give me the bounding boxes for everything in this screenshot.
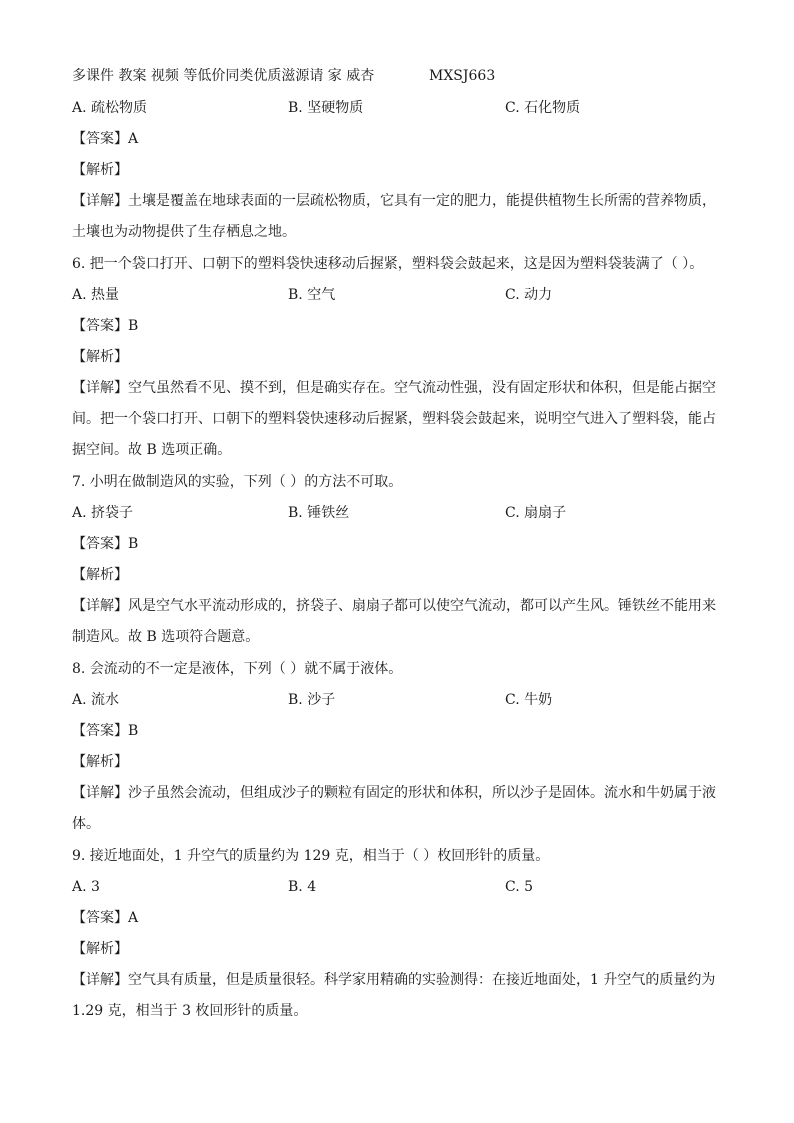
- header-left-text: 多课件 教案 视频 等低价同类优质滋源请 家 威杏: [72, 68, 375, 84]
- q6-detail-line: 据空间。故 B 选项正确。: [72, 442, 232, 458]
- q7-analysis-label: 【解析】: [72, 567, 128, 583]
- q6-option-b: B. 空气: [288, 287, 336, 303]
- header-code: MXSJ663: [429, 68, 496, 84]
- q7-detail-line: 【详解】风是空气水平流动形成的，挤袋子、扇扇子都可以使空气流动，都可以产生风。锤铁丝不能用来: [72, 598, 716, 614]
- q9-detail: [72, 965, 722, 1027]
- q8-option-a: A. 流水: [72, 692, 120, 708]
- q6-option-c: C. 动力: [505, 287, 553, 303]
- q9-detail-line: 1.29 克，相当于 3 枚回形针的质量。: [72, 1003, 308, 1019]
- q8-option-b: B. 沙子: [288, 692, 336, 708]
- q6-detail: [72, 373, 722, 466]
- q8-detail-line: 【详解】沙子虽然会流动，但组成沙子的颗粒有固定的形状和体积，所以沙子是固体。流水和牛奶属于液: [72, 785, 716, 801]
- q7-detail: [72, 591, 722, 653]
- q9-option-a: A. 3: [72, 879, 100, 895]
- q7-question: 7. 小明在做制造风的实验，下列（ ）的方法不可取。: [72, 474, 403, 490]
- q9-analysis-label: 【解析】: [72, 941, 128, 957]
- q8-question: 8. 会流动的不一定是液体，下列（ ）就不属于液体。: [72, 661, 403, 677]
- q9-detail-line: 【详解】空气具有质量，但是质量很轻。科学家用精确的实验测得：在接近地面处，1 升空气的质量约为: [72, 972, 716, 988]
- q8-option-c: C. 牛奶: [505, 692, 553, 708]
- q6-question: 6. 把一个袋口打开、口朝下的塑料袋快速移动后握紧，塑料袋会鼓起来，这是因为塑料袋装满了（ ）。: [72, 256, 704, 272]
- q6-option-a: A. 热量: [72, 287, 120, 303]
- q5-detail-line: 土壤也为动物提供了生存栖息之地。: [72, 224, 296, 240]
- q9-answer: 【答案】A: [72, 910, 139, 926]
- q9-question: 9. 接近地面处，1 升空气的质量约为 129 克，相当于（ ）枚回形针的质量。: [72, 848, 550, 864]
- q5-option-b: B. 坚硬物质: [288, 100, 364, 116]
- q7-detail-line: 制造风。故 B 选项符合题意。: [72, 629, 260, 645]
- q9-option-c: C. 5: [505, 879, 534, 895]
- q5-analysis-label: 【解析】: [72, 162, 128, 178]
- q5-answer: 【答案】A: [72, 131, 139, 147]
- q8-detail-line: 体。: [72, 816, 100, 832]
- q5-option-a: A. 疏松物质: [72, 100, 148, 116]
- q8-answer: 【答案】B: [72, 723, 139, 739]
- q8-detail: [72, 778, 722, 840]
- q6-detail-line: 间。把一个袋口打开、口朝下的塑料袋快速移动后握紧，塑料袋会鼓起来，说明空气进入了塑料袋，能占: [72, 411, 716, 427]
- q8-analysis-label: 【解析】: [72, 754, 128, 770]
- q6-answer: 【答案】B: [72, 318, 139, 334]
- q5-detail-line: 【详解】土壤是覆盖在地球表面的一层疏松物质，它具有一定的肥力，能提供植物生长所需的营养物质，: [72, 193, 716, 209]
- q5-option-c: C. 石化物质: [505, 100, 581, 116]
- q7-option-c: C. 扇扇子: [505, 505, 567, 521]
- q7-answer: 【答案】B: [72, 536, 139, 552]
- q9-option-b: B. 4: [288, 879, 317, 895]
- q7-option-a: A. 挤袋子: [72, 505, 134, 521]
- q7-option-b: B. 锤铁丝: [288, 505, 350, 521]
- q6-analysis-label: 【解析】: [72, 349, 128, 365]
- q5-detail: [72, 186, 722, 248]
- q6-detail-line: 【详解】空气虽然看不见、摸不到，但是确实存在。空气流动性强，没有固定形状和体积，但是能占据空: [72, 380, 716, 396]
